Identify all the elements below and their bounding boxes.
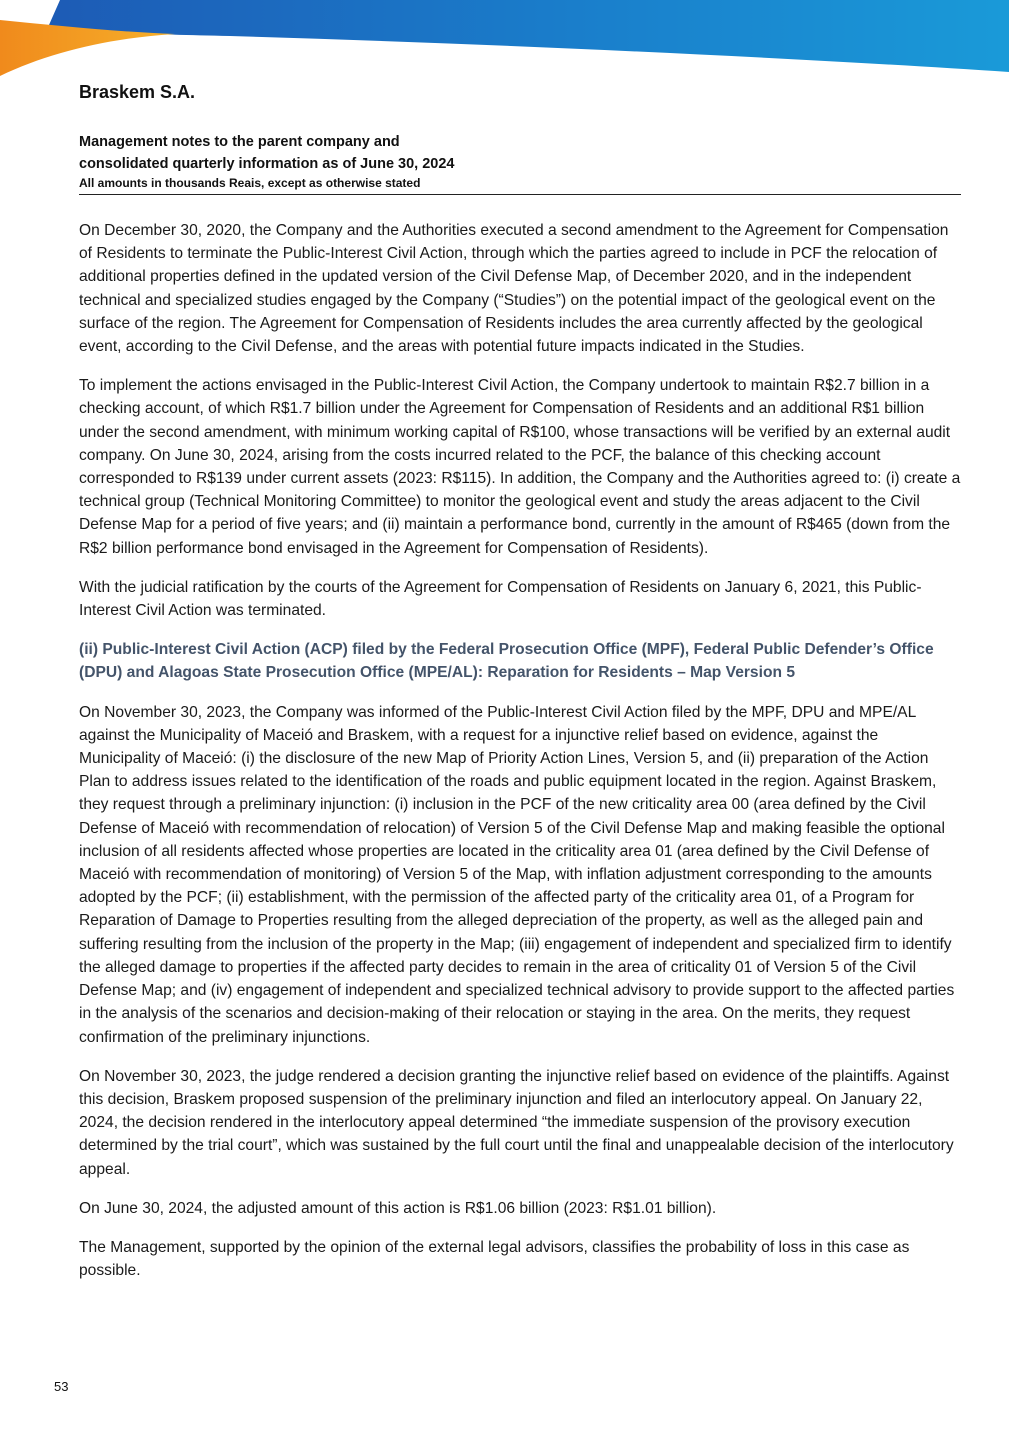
section-heading: (ii) Public-Interest Civil Action (ACP) filed by the Federal Prosecution Office (MPF), Federal Public Defender’s Office (DPU) and Alagoas State Prosecution Office (MPE/AL): Reparation for Residents – Map Version 5 bbox=[79, 641, 934, 682]
banner-blue-shape bbox=[45, 0, 1009, 72]
body-paragraph-7: The Management, supported by the opinion of the external legal advisors, classifies the probability of loss in this case as possible. bbox=[79, 1238, 910, 1280]
body-paragraph-4: On November 30, 2023, the Company was informed of the Public-Interest Civil Action filed by the MPF, DPU and MPE/AL against the Municipality of Maceió and Braskem, with a request for a injunctive relief based on evidence, against the Municipality of Maceió: (i) the disclosure of the new Map of Priority Action Lines, Version 5, and (ii) preparation of the Action Plan to address issues related to the identification of the roads and public equipment located in the region. Against Braskem, they request through a preliminary injunction: (i) inclusion in the PCF of the new criticality area 00 (area defined by the Civil Defense of Maceió with recommendation of relocation) of Version 5 of the Civil Defense Map and making feasible the optional inclusion of all residents affected whose properties are located in the criticality area 01 (area defined by the Civil Defense of Maceió with recommendation of monitoring) of Version 5 of the Map, with inflation adjustment corresponding to the amounts adopted by the PCF; (ii) establishment, with the permission of the affected party of the criticality area 01, of a Program for Reparation of Damage to Properties resulting from the alleged depreciation of the property, as well as the alleged pain and suffering resulting from the inclusion of the property in the Map; (iii) engagement of independent and specialized firm to identify the alleged damage to properties if the affected party decides to remain in the area of criticality 01 of Version 5 of the Civil Defense Map; and (iv) engagement of independent and specialized technical advisory to provide support to the affected parties in the analysis of the scenarios and decision-making of their relocation or staying in the area. On the merits, they request confirmation of the preliminary injunctions. bbox=[79, 703, 955, 1046]
body-paragraph-5: On November 30, 2023, the judge rendered a decision granting the injunctive relief based on evidence of the plaintiffs. Against this decision, Braskem proposed suspension of the preliminary injunction and filed an interlocutory appeal. On January 22, 2024, the decision rendered in the interlocutory appeal determined “the immediate suspension of the provisory execution determined by the trial court”, which was sustained by the full court until the final and unappealable decision of the interlocutory appeal. bbox=[79, 1067, 954, 1178]
header-title-line-2: consolidated quarterly information as of June 30, 2024 bbox=[79, 156, 455, 172]
page-number: 53 bbox=[54, 1379, 69, 1394]
body-paragraph-6: On June 30, 2024, the adjusted amount of this action is R$1.06 billion (2023: R$1.01 billion). bbox=[79, 1199, 717, 1217]
document-header bbox=[79, 131, 961, 192]
body-paragraph-3: With the judicial ratification by the courts of the Agreement for Compensation of Residents on January 6, 2021, this Public-Interest Civil Action was terminated. bbox=[79, 578, 922, 620]
company-name: Braskem S.A. bbox=[79, 82, 196, 102]
document-body bbox=[79, 219, 961, 1298]
header-divider bbox=[79, 194, 961, 195]
header-subtitle: All amounts in thousands Reais, except as otherwise stated bbox=[79, 176, 421, 190]
body-paragraph-2: To implement the actions envisaged in the Public-Interest Civil Action, the Company undertook to maintain R$2.7 billion in a checking account, of which R$1.7 billion under the Agreement for Compensation of Residents and an additional R$1 billion under the second amendment, with minimum working capital of R$100, whose transactions will be verified by an external audit company. On June 30, 2024, arising from the costs incurred related to the PCF, the balance of this checking account corresponded to R$139 under current assets (2023: R$115). In addition, the Company and the Authorities agreed to: (i) create a technical group (Technical Monitoring Committee) to monitor the geological event and study the areas adjacent to the Civil Defense Map for a period of five years; and (ii) maintain a performance bond, currently in the amount of R$465 (down from the R$2 billion performance bond envisaged in the Agreement for Compensation of Residents). bbox=[79, 377, 961, 557]
header-banner bbox=[0, 0, 1009, 80]
header-title-line-1: Management notes to the parent company and bbox=[79, 134, 400, 150]
body-paragraph-1: On December 30, 2020, the Company and the Authorities executed a second amendment to the Agreement for Compensation of Residents to terminate the Public-Interest Civil Action, through which the parties agreed to include in PCF the relocation of additional properties defined in the updated version of the Civil Defense Map, of December 2020, and in the independent technical and specialized studies engaged by the Company (“Studies”) on the potential impact of the geological event on the surface of the region. The Agreement for Compensation of Residents includes the area currently affected by the geological event, according to the Civil Defense, and the areas with potential future impacts indicated in the Studies. bbox=[79, 222, 949, 356]
